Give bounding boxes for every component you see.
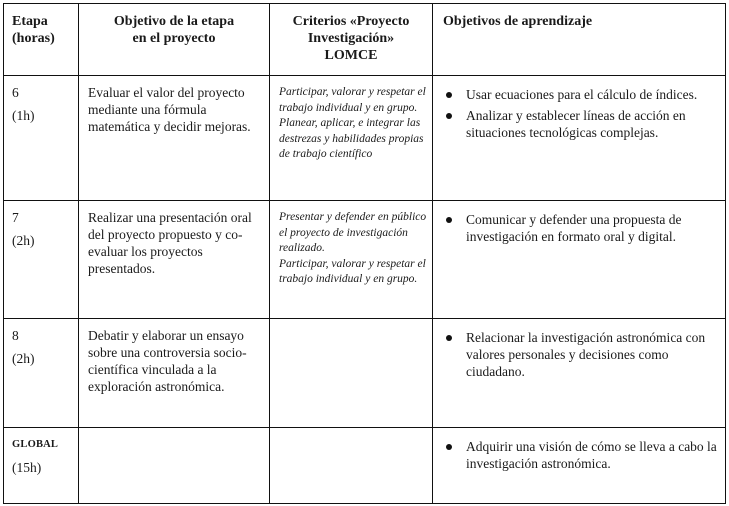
list-item [433,211,719,245]
criterio-text: Planear, aplicar, e integrar las destrezas y habilidades propias de trabajo científico [279,117,424,160]
objetivo-cell [79,428,270,504]
etapa-hours: (15h) [12,460,42,475]
table-row-global [4,428,726,504]
bullet-icon [446,217,452,223]
list-item [433,329,719,380]
bullet-icon [446,113,452,119]
header-etapa-line1: Etapa [12,14,48,29]
list-item [433,438,719,472]
aprendizaje-list [433,86,719,141]
bullet-icon [446,335,452,341]
etapa-cell [4,319,79,428]
table-header-row [4,4,726,76]
aprendizaje-list [433,211,719,245]
objetivo-cell: Debatir y elaborar un ensayo sobre una controversia socio-científica vinculada a la exploración astronómica. [79,319,270,428]
header-etapa [4,4,79,76]
bullet-icon [446,92,452,98]
etapa-global-label: GLOBAL [12,439,59,450]
aprendizaje-list [433,329,719,380]
etapa-hours: (1h) [12,108,35,123]
etapa-cell [4,201,79,319]
table-row [4,201,726,319]
criterio-text: Participar, valorar y respetar el trabajo individual y en grupo. [279,257,426,285]
header-aprendizaje: Objetivos de aprendizaje [433,4,726,76]
criterio-text: Presentar y defender en público el proyecto de investigación realizado. [279,211,427,254]
etapa-number: 7 [12,210,19,225]
header-objetivo [79,4,270,76]
bullet-icon [446,444,452,450]
aprendizaje-text: Analizar y establecer líneas de acción en situaciones tecnológicas complejas. [466,108,686,140]
aprendizaje-text: Comunicar y defender una propuesta de investigación en formato oral y digital. [466,212,682,244]
etapa-cell [4,428,79,504]
header-criterios-line3: LOMCE [324,48,378,63]
list-item [433,107,719,141]
table-row [4,319,726,428]
header-objetivo-line2: en el proyecto [132,31,216,46]
header-criterios-line1: Criterios «Proyecto [292,14,410,29]
header-criterios-line2: Investigación» [307,31,395,46]
aprendizaje-text: Relacionar la investigación astronómica con valores personales y decisiones como ciudadano. [466,330,706,379]
table-row [4,76,726,201]
criterios-cell [270,76,433,201]
criterios-cell [270,319,433,428]
criterio-text: Participar, valorar y respetar el trabajo individual y en grupo. [279,86,426,114]
etapa-hours: (2h) [12,351,35,366]
aprendizaje-text: Usar ecuaciones para el cálculo de índices. [466,87,698,102]
project-stages-table [3,3,726,504]
objetivo-cell: Realizar una presentación oral del proyecto propuesto y co-evaluar los proyectos presentados. [79,201,270,319]
aprendizaje-cell [433,201,726,319]
criterios-cell [270,428,433,504]
aprendizaje-text: Adquirir una visión de cómo se lleva a cabo la investigación astronómica. [466,439,717,471]
etapa-number: 8 [12,328,19,343]
list-item [433,86,719,103]
header-criterios [270,4,433,76]
aprendizaje-list [433,438,719,472]
aprendizaje-cell [433,319,726,428]
aprendizaje-cell [433,76,726,201]
aprendizaje-cell [433,428,726,504]
etapa-number: 6 [12,85,19,100]
header-objetivo-line1: Objetivo de la etapa [113,14,235,29]
etapa-hours: (2h) [12,233,35,248]
objetivo-cell: Evaluar el valor del proyecto mediante una fórmula matemática y decidir mejoras. [79,76,270,201]
criterios-cell [270,201,433,319]
etapa-cell [4,76,79,201]
header-etapa-line2: (horas) [12,31,55,46]
